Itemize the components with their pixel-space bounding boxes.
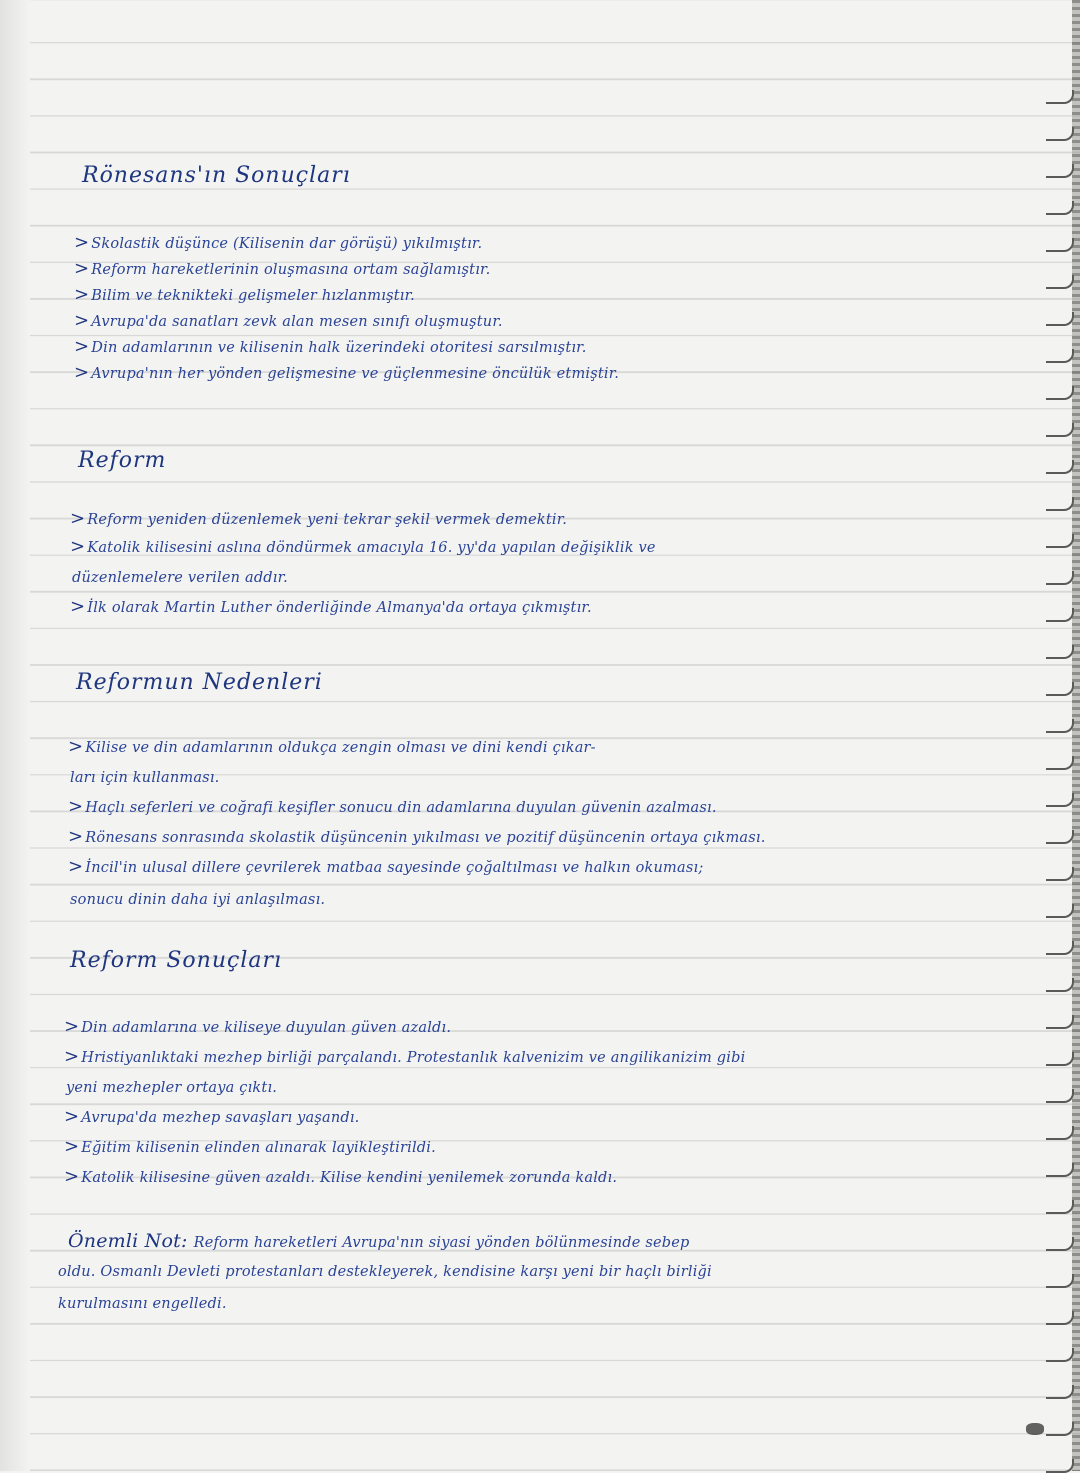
note-line [64, 1016, 451, 1037]
note-line [64, 1106, 360, 1127]
spiral-hook [1046, 1311, 1074, 1325]
spiral-hook [1046, 867, 1074, 881]
section-heading-reform-sonuclari: Reform Sonuçları [70, 948, 283, 973]
note-line-text: Rönesans sonrasında skolastik düşüncenin yıkılması ve pozitif düşüncenin ortaya çıkması. [85, 830, 766, 846]
important-note-line [58, 1296, 227, 1312]
important-note-text: Reform hareketleri Avrupa'nın siyasi yönden bölünmesinde sebep [193, 1235, 690, 1251]
spiral-hook [1046, 1422, 1074, 1436]
arrow-bullet-icon: > [68, 736, 84, 757]
spiral-hook [1046, 941, 1074, 955]
arrow-bullet-icon: > [68, 826, 84, 847]
important-note-text: kurulmasını engelledi. [58, 1296, 227, 1312]
arrow-bullet-icon: > [64, 1046, 80, 1067]
section-heading-reform: Reform [78, 448, 167, 473]
spiral-hook [1046, 349, 1074, 363]
spiral-hook [1046, 534, 1074, 548]
note-line [68, 766, 219, 787]
arrow-bullet-icon: > [68, 856, 84, 877]
arrow-bullet-icon: > [64, 1016, 80, 1037]
note-line-text: İncil'in ulusal dillere çevrilerek matbaa sayesinde çoğaltılması ve halkın okuması; [85, 860, 704, 876]
note-line [74, 336, 587, 357]
arrow-bullet-icon: > [74, 258, 90, 279]
note-line-text: Bilim ve teknikteki gelişmeler hızlanmıştır. [91, 288, 415, 304]
spiral-hook [1046, 1385, 1074, 1399]
note-line [74, 310, 503, 331]
note-line [64, 1076, 277, 1097]
spiral-hook [1046, 1089, 1074, 1103]
note-line-text: Hristiyanlıktaki mezhep birliği parçalandı. Protestanlık kalvenizim ve angilikanizim gibi [81, 1050, 746, 1066]
spiral-hook [1046, 1163, 1074, 1177]
note-line-text: Avrupa'da sanatları zevk alan mesen sınıfı oluşmuştur. [91, 314, 503, 330]
spiral-edge [1072, 0, 1080, 1471]
spiral-hook [1046, 719, 1074, 733]
note-line-text: Kilise ve din adamlarının oldukça zengin olması ve dini kendi çıkar- [85, 740, 596, 756]
arrow-bullet-icon: > [74, 362, 90, 383]
section-heading-ronesans-sonuclari: Rönesans'ın Sonuçları [82, 163, 351, 188]
note-line [68, 888, 325, 909]
spiral-hook [1046, 127, 1074, 141]
note-line [70, 508, 567, 529]
note-line-text: Din adamlarının ve kilisenin halk üzerindeki otoritesi sarsılmıştır. [91, 340, 587, 356]
arrow-bullet-icon: > [64, 1136, 80, 1157]
spiral-hook [1046, 571, 1074, 585]
note-line [64, 1136, 436, 1157]
spiral-hook [1046, 904, 1074, 918]
note-line [70, 536, 656, 557]
arrow-bullet-icon: > [74, 336, 90, 357]
spiral-hook [1046, 1015, 1074, 1029]
note-line-text: Avrupa'da mezhep savaşları yaşandı. [81, 1110, 360, 1126]
note-line-text: Din adamlarına ve kiliseye duyulan güven azaldı. [81, 1020, 452, 1036]
arrow-bullet-icon: > [68, 796, 84, 817]
spiral-hook [1046, 1200, 1074, 1214]
important-note-label: Önemli Not: [68, 1230, 188, 1252]
spiral-hook [1046, 1237, 1074, 1251]
note-line [68, 826, 766, 847]
spiral-hook [1046, 830, 1074, 844]
note-line [64, 1166, 617, 1187]
spiral-hook [1046, 497, 1074, 511]
spiral-hook [1046, 90, 1074, 104]
spiral-hook [1046, 1348, 1074, 1362]
ink-smudge [1026, 1423, 1044, 1435]
note-line-text: Katolik kilisesini aslına döndürmek amacıyla 16. yy'da yapılan değişiklik ve [87, 540, 656, 556]
note-line-text: ları için kullanması. [70, 770, 220, 786]
note-line [64, 1046, 745, 1067]
note-line-text: yeni mezhepler ortaya çıktı. [66, 1080, 278, 1096]
note-line [70, 596, 592, 617]
spiral-hook [1046, 275, 1074, 289]
spiral-hook [1046, 756, 1074, 770]
note-line-text: Skolastik düşünce (Kilisenin dar görüşü) yıkılmıştır. [91, 236, 483, 252]
spiral-hook [1046, 608, 1074, 622]
arrow-bullet-icon: > [70, 508, 86, 529]
note-line-text: Eğitim kilisenin elinden alınarak layikleştirildi. [81, 1140, 436, 1156]
arrow-bullet-icon: > [70, 596, 86, 617]
spiral-hook [1046, 645, 1074, 659]
note-line-text: Haçlı seferleri ve coğrafi keşifler sonucu din adamlarına duyulan güvenin azalması. [85, 800, 717, 816]
spiral-hook [1046, 460, 1074, 474]
page-left-edge [0, 0, 30, 1471]
note-line [68, 796, 717, 817]
note-line [68, 856, 703, 877]
arrow-bullet-icon: > [74, 310, 90, 331]
note-line-text: Avrupa'nın her yönden gelişmesine ve güçlenmesine öncülük etmiştir. [91, 366, 620, 382]
note-line-text: sonucu dinin daha iyi anlaşılması. [70, 892, 326, 908]
note-line [70, 566, 288, 587]
spiral-hook [1046, 793, 1074, 807]
spiral-hook [1046, 201, 1074, 215]
spiral-hook [1046, 312, 1074, 326]
note-line-text: düzenlemelere verilen addır. [72, 570, 288, 586]
handwritten-notes [60, 0, 1000, 1471]
arrow-bullet-icon: > [74, 284, 90, 305]
note-line-text: Katolik kilisesine güven azaldı. Kilise kendini yenilemek zorunda kaldı. [81, 1170, 618, 1186]
arrow-bullet-icon: > [64, 1166, 80, 1187]
note-line [74, 258, 490, 279]
spiral-hook [1046, 238, 1074, 252]
spiral-hook [1046, 1126, 1074, 1140]
note-line [68, 736, 596, 757]
spiral-hook [1046, 386, 1074, 400]
spiral-hook [1046, 978, 1074, 992]
spiral-binding [1030, 0, 1080, 1471]
arrow-bullet-icon: > [70, 536, 86, 557]
note-line [74, 232, 482, 253]
spiral-hook [1046, 423, 1074, 437]
arrow-bullet-icon: > [64, 1106, 80, 1127]
note-line-text: Reform yeniden düzenlemek yeni tekrar şekil vermek demektir. [87, 512, 568, 528]
spiral-hook [1046, 164, 1074, 178]
note-line-text: İlk olarak Martin Luther önderliğinde Almanya'da ortaya çıkmıştır. [87, 600, 592, 616]
spiral-hook [1046, 1052, 1074, 1066]
arrow-bullet-icon: > [74, 232, 90, 253]
note-line-text: Reform hareketlerinin oluşmasına ortam sağlamıştır. [91, 262, 491, 278]
important-note-line [58, 1264, 712, 1280]
note-line [74, 362, 619, 383]
note-line [74, 284, 415, 305]
spiral-hook [1046, 1274, 1074, 1288]
important-note-line [68, 1230, 690, 1252]
section-heading-reformun-nedenleri: Reformun Nedenleri [76, 670, 323, 695]
spiral-hook [1046, 682, 1074, 696]
important-note-text: oldu. Osmanlı Devleti protestanları destekleyerek, kendisine karşı yeni bir haçlı birliği [58, 1264, 712, 1280]
